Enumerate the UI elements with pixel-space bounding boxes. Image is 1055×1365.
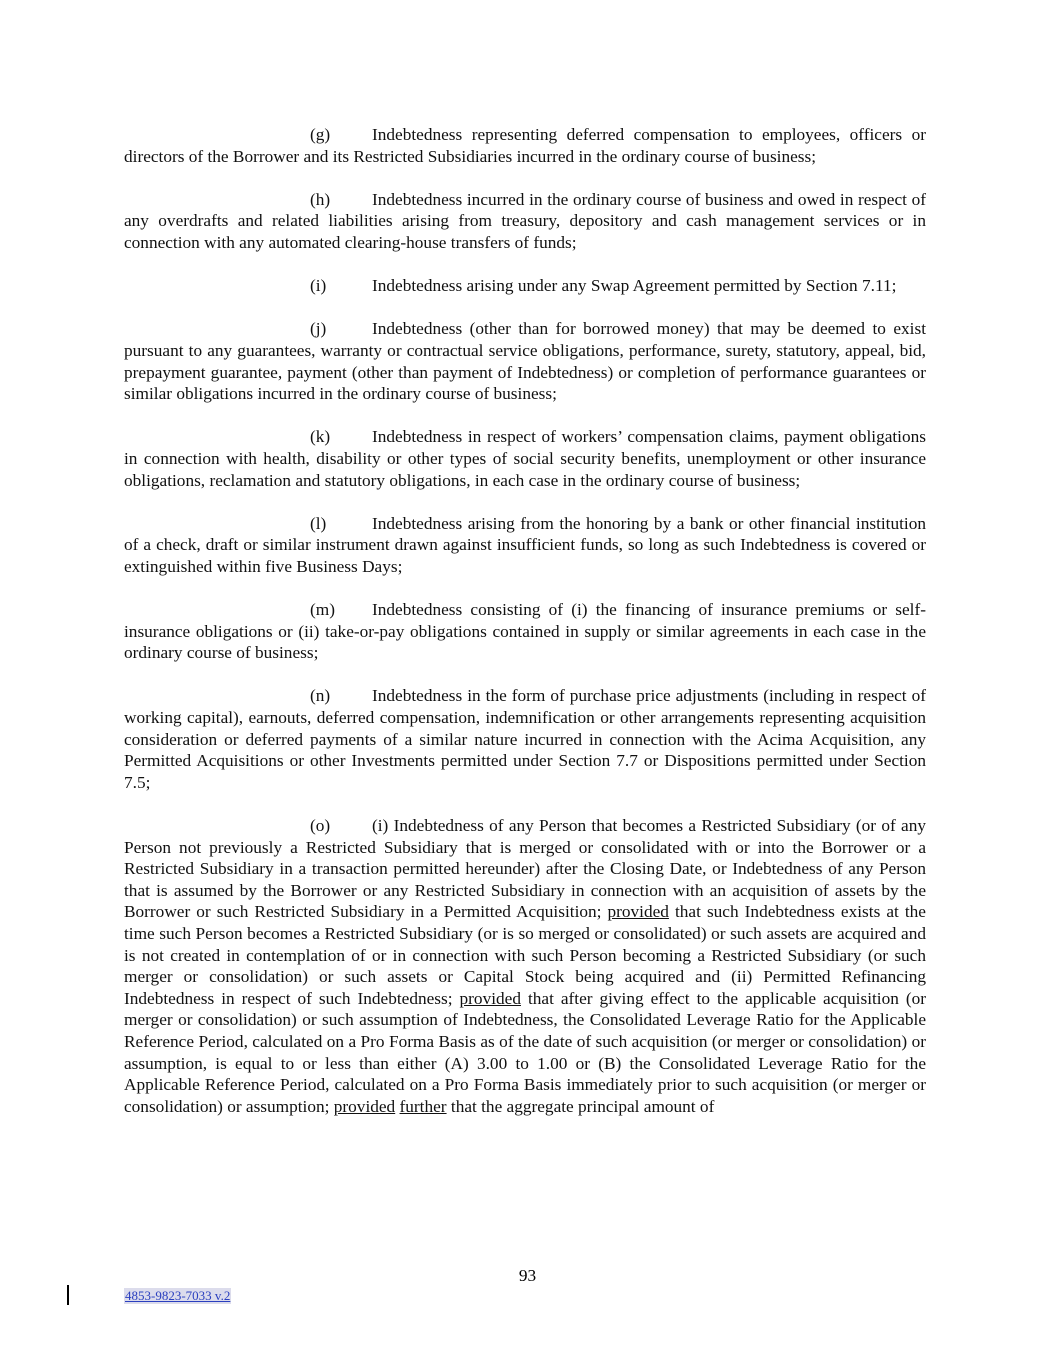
clause-marker: (j)	[310, 319, 327, 339]
clause-text: Indebtedness arising from the honoring by a bank or other financial institution of a check, draft or similar instrument drawn against insufficient funds, so long as such Indebtedness is covered or extinguished within five Business Days;	[124, 513, 926, 576]
clause-k	[124, 426, 926, 491]
clause-l	[124, 513, 926, 578]
clause-text: Indebtedness representing deferred compensation to employees, officers or directors of the Borrower and its Restricted Subsidiaries incurred in the ordinary course of business;	[124, 125, 926, 166]
clause-i	[124, 275, 926, 297]
clause-j	[124, 318, 926, 404]
clause-marker: (k)	[310, 427, 331, 447]
clause-marker: (m)	[310, 600, 335, 620]
clause-text: Indebtedness consisting of (i) the financing of insurance premiums or self-insurance obligations or (ii) take-or-pay obligations contained in supply or similar agreements in each case in the ordinary course of business;	[124, 600, 926, 663]
clause-text-part1: (i) Indebtedness of any Person that becomes a Restricted Subsidiary (or of any Person not previously a Restricted Subsidiary that is merged or consolidated with or into the Borrower or a Restricted Subsidiary in a transaction permitted hereunder) after the Closing Date, or Indebtedness of any Person that is assumed by the Borrower or any Restricted Subsidiary in connection with an acquisition of assets by the Borrower or such Restricted Subsidiary in a Permitted Acquisition;	[124, 816, 926, 922]
clause-text: Indebtedness (other than for borrowed money) that may be deemed to exist pursuant to any guarantees, warranty or contractual service obligations, performance, surety, statutory, appeal, bid, prepayment guarantee, payment (other than payment of Indebtedness) or completion of performance guarantees or similar obligations incurred in the ordinary course of business;	[124, 319, 926, 404]
clause-marker: (g)	[310, 125, 331, 144]
clause-h	[124, 189, 926, 254]
clause-marker: (i)	[310, 276, 327, 296]
clause-marker: (n)	[310, 686, 331, 706]
clause-marker: (l)	[310, 513, 327, 533]
provided-term: provided	[607, 902, 669, 922]
clause-text: Indebtedness in respect of workers’ compensation claims, payment obligations in connection with health, disability or other types of social security benefits, unemployment or other insurance obligations, reclamation and statutory obligations, in each case in the ordinary course of business;	[124, 427, 926, 490]
clause-marker: (h)	[310, 189, 331, 209]
clause-text: Indebtedness arising under any Swap Agreement permitted by Section 7.11;	[372, 276, 897, 296]
provided-term: provided	[333, 1096, 396, 1116]
clause-text-part4: that the aggregate principal amount of	[450, 1096, 715, 1116]
clause-n	[124, 685, 926, 793]
clause-o	[124, 815, 926, 1117]
further-term: further	[399, 1096, 447, 1116]
document-body	[124, 124, 926, 1139]
clause-text: Indebtedness incurred in the ordinary course of business and owed in respect of any overdrafts and related liabilities arising from treasury, depository and cash management services or in connection with any automated clearing-house transfers of funds;	[124, 189, 926, 252]
clause-text: Indebtedness in the form of purchase price adjustments (including in respect of working capital), earnouts, deferred compensation, indemnification or other arrangements representing acquisition consideration or deferred payments of a similar nature incurred in connection with the Acima Acquisition, any Permitted Acquisitions or other Investments permitted under Section 7.7 or Dispositions permitted under Section 7.5;	[124, 686, 926, 792]
document-id-link[interactable]: 4853-9823-7033 v.2	[125, 1288, 231, 1303]
change-bar	[67, 1285, 69, 1305]
page-number: 93	[518, 1266, 537, 1285]
clause-m	[124, 599, 926, 664]
clause-text-part3: that after giving effect to the applicable acquisition (or merger or consolidation) or such assumption of Indebtedness, the Consolidated Leverage Ratio for the Applicable Reference Period, calculated on a Pro Forma Basis as of the date of such acquisition (or merger or consolidation) or assumption, is equal to or less than either (A) 3.00 to 1.00 or (B) the Consolidated Leverage Ratio for the Applicable Reference Period, calculated on a Pro Forma Basis immediately prior to such acquisition (or merger or consolidation) or assumption;	[124, 988, 926, 1116]
clause-g	[124, 124, 926, 167]
clause-marker: (o)	[310, 816, 331, 835]
provided-term: provided	[459, 988, 521, 1008]
clause-text-part2: that such Indebtedness exists at the time such Person becomes a Restricted Subsidiary (or is so merged or consolidated) or such assets are acquired and is not created in contemplation of or in connection with such Person becoming a Restricted Subsidiary (or such merger or consolidation) or such assets or Capital Stock being acquired and (ii) Permitted Refinancing Indebtedness in respect of such Indebtedness;	[124, 902, 926, 1008]
